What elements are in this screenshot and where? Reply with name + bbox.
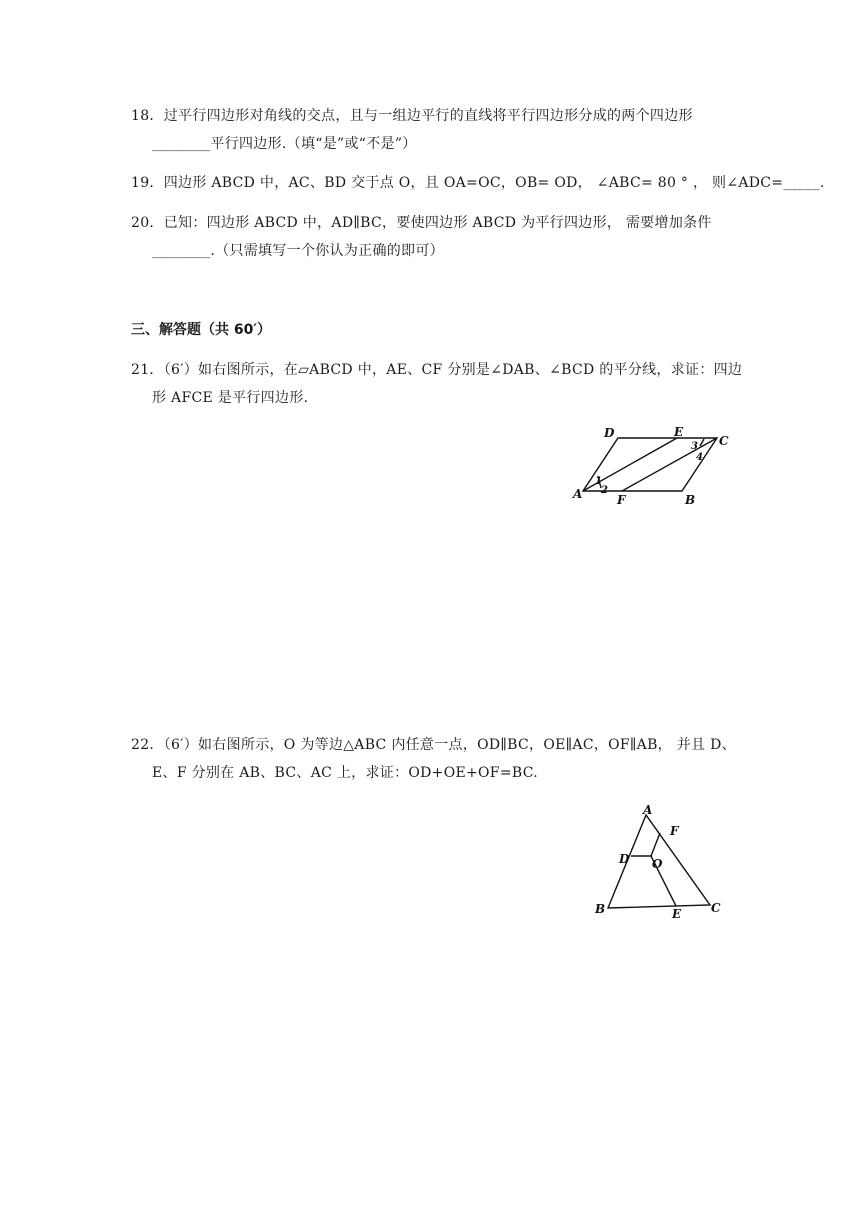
question-22-line-2: E、F 分别在 AB、BC、AC 上，求证：OD+OE+OF=BC. <box>152 765 538 781</box>
section-3-title: 三、解答题（共 60′） <box>131 322 272 338</box>
label-o: O <box>652 857 663 871</box>
question-18-line-1: 18．过平行四边形对角线的交点，且与一组边平行的直线将平行四边形分成的两个四边形 <box>131 108 693 124</box>
question-21-line-2: 形 AFCE 是平行四边形. <box>152 390 309 406</box>
label-f: F <box>670 824 679 838</box>
angle-label-2: 2 <box>601 485 608 496</box>
question-18 <box>131 102 731 158</box>
question-20-line-2: ________.（只需填写一个你认为正确的即可） <box>152 243 444 259</box>
question-21-figure <box>570 420 740 515</box>
segment-of <box>651 833 660 856</box>
question-21 <box>131 356 743 412</box>
label-d: D <box>619 852 630 866</box>
label-b: B <box>685 493 696 507</box>
label-a: A <box>643 803 653 817</box>
question-22-figure <box>590 800 730 925</box>
label-f: F <box>617 493 626 507</box>
question-22 <box>131 731 736 787</box>
angle-label-4: 4 <box>696 452 703 463</box>
question-22-line-1: 22．（6′）如右图所示，O 为等边△ABC 内任意一点，OD∥BC，OE∥AC，OF∥AB， 并且 D、 <box>131 737 736 753</box>
label-c: C <box>719 434 729 448</box>
question-18-line-2: ________平行四边形.（填“是”或“不是”） <box>152 136 417 152</box>
question-19-line-1: 19．四边形 ABCD 中，AC、BD 交于点 O，且 OA=OC，OB= OD， ∠ABC= 80 ° ， 则∠ADC=_____. <box>131 175 825 191</box>
angle-label-1: 1 <box>595 476 602 487</box>
label-c: C <box>711 901 721 915</box>
label-e: E <box>674 425 684 439</box>
question-19 <box>131 169 825 197</box>
label-b: B <box>595 902 606 916</box>
question-20 <box>131 209 731 265</box>
question-20-line-1: 20．已知：四边形 ABCD 中，AD∥BC，要使四边形 ABCD 为平行四边形， 需要增加条件 <box>131 215 712 231</box>
question-21-line-1: 21．（6′）如右图所示，在▱ABCD 中，AE、CF 分别是∠DAB、∠BCD 的平分线，求证：四边 <box>131 362 743 378</box>
label-a: A <box>573 487 583 501</box>
label-d: D <box>604 426 615 440</box>
angle-label-3: 3 <box>691 441 698 452</box>
segment-cf <box>622 438 717 491</box>
label-e: E <box>672 907 682 921</box>
